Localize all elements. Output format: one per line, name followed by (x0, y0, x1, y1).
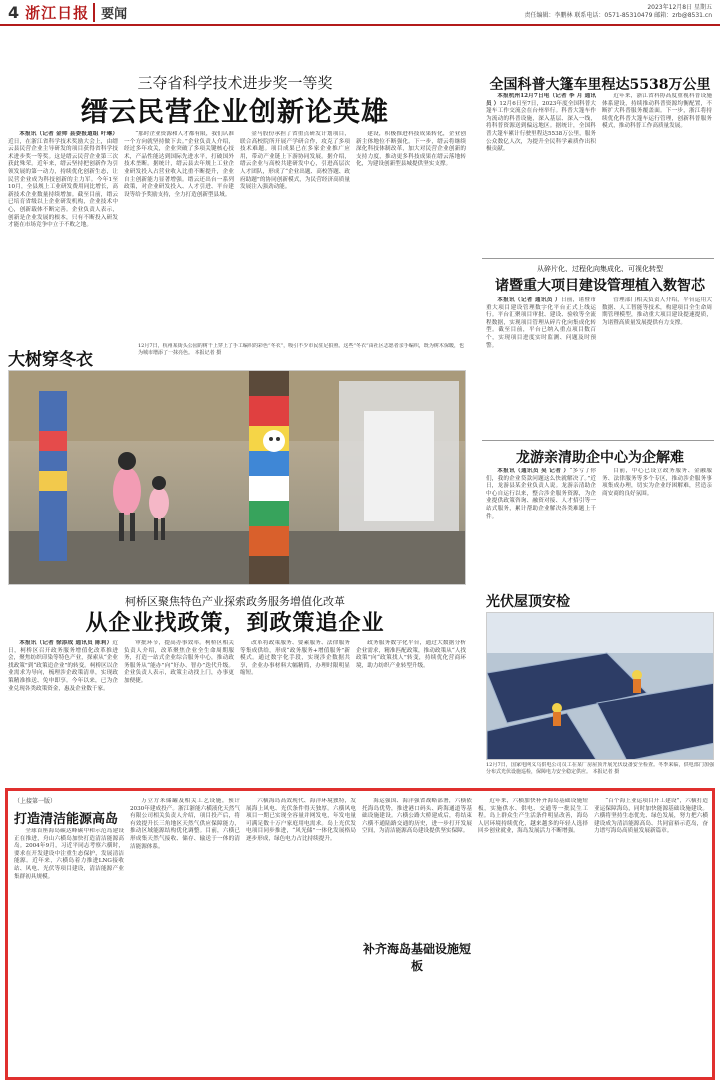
photo2-caption-text: 12月7日，国家电网义乌供电公司员工在某厂房屋顶开展光伏设备安全检查。冬季来临，供电部门加强分布式光伏设施巡检，保障电力安全稳定供应。 (486, 762, 714, 775)
bottom-subheadline: 补齐海岛基础设施短板 (362, 942, 471, 973)
right-top-col-2-text: 近年来，浙江省科协高度重视科普设施体系建设，持续推动科普资源均衡配置，不断扩大科普服务覆盖面。下一步，浙江将持续优化科普大篷车运行管理，创新科普服务模式，推动科普工作高质量发展。 (602, 93, 712, 130)
story2-col-4 (356, 640, 466, 782)
lead-col-1-text: 近日，在浙江省科学技术奖励大会上，由缙云县民营企业主导研发的项目获得省科学技术进步奖一等奖。这是缙云民营企业第三次获此殊荣。近年来，缙云坚持把创新作为引领发展的第一动力，持续优化创新生态，让民营企业成为科技创新的主力军。今年1至10月，全县规上工业研发费用同比增长，高新技术企业数量持续增加。截至目前，缙云已培育省级以上企业研发机构，企业技术中心，创新载体不断完善。企业负责人表示，创新是企业发展的根本，只有不断投入研发才能在市场竞争中立于不败之地。 (8, 138, 118, 229)
story2-col-3 (240, 640, 350, 782)
bottom-col-4 (362, 798, 472, 936)
story2-byline: 本报讯（记者 徐添成 通讯员 陈莉） (19, 640, 113, 646)
masthead (0, 0, 720, 26)
story2-col-2-text: 审批环节，提高办事效率。柯桥区相关负责人介绍，改革聚焦企业全生命周期服务，打造一站式企业综合服务中心，推动政务服务从“能办”向“好办、智办”迭代升级。企业负责人表示，政策主动找上门，办事更加便捷。 (124, 640, 234, 684)
bottom-headline: 打造清洁能源高岛 (14, 812, 119, 827)
story2-col-1-text: 近日，柯桥区召开政务服务增值化改革推进会，聚焦纺织印染等特色产业，探索从“企业找政策”到“政策追企业”的转变。柯桥区以企业需求为导向，梳理涉企政策清单，实现政策精准推送、免申即享。今年以来，已为企业兑现各类政策资金，惠及企业数千家。 (8, 640, 118, 692)
lead-kicker: 三夺省科学技术进步奖一等奖 (137, 74, 333, 92)
lead-col-4-text: 建设，积极推进科技成果转化，企业创新主体地位不断强化。下一步，缙云将继续深化科技体制改革，加大对民营企业创新的支持力度，推动更多科技成果在缙云落地转化，为建设创新型县城提供坚实支撑。 (356, 131, 466, 168)
lead-headline: 缙云民营企业创新论英雄 (81, 97, 389, 128)
lead-col-3-text: 金马股份承担了省重点研发计划项目，联合高校院所开展产学研合作，攻克了多项技术难题。项目成果已在多家企业推广应用，带动产业链上下游协同发展。据介绍，缙云企业与高校共建研发中心，引进高层次人才团队，形成了“企业出题、高校答题、政府助题”的协同创新模式，为民营经济高质量发展注入强劲动能。 (240, 131, 350, 191)
right-mid2-col-2-text: 目前，中心已设立政务服务、金融服务、法律服务等多个专区，推动涉企服务事项集成办理，切实为企业纾困解难，营造亲商安商的良好氛围。 (602, 468, 712, 497)
photo1-image (8, 370, 466, 585)
masthead-meta (525, 4, 713, 20)
photo1-caption (138, 343, 464, 369)
right-mid2-col-1-text: “多亏了你们，我的企业贷款问题这么快就解决了。”近日，龙游县某企业负责人说。龙游亲清助企中心自运行以来，整合涉企服务资源，为企业提供政策咨询、融资对接、人才招引等一站式服务，累计帮助企业解决各类难题上千件。 (486, 468, 596, 520)
continued-tag: （上接第一版） (14, 798, 57, 805)
divider-right-2 (482, 440, 714, 441)
paper-name: 浙江日报 (25, 3, 90, 22)
editor-line: 责任编辑：李鹏林 联系电话：0571-85310479 邮箱：zrb@8531.cn (524, 12, 712, 19)
photo2-image (486, 612, 714, 760)
story2-kicker: 柯桥区聚焦特色产业探索政务服务增值化改革 (125, 595, 345, 608)
bottom-col-6 (594, 798, 708, 1074)
bottom-col-5 (478, 798, 588, 1074)
bottom-col-1 (14, 828, 124, 1074)
lead-col-3 (240, 131, 350, 336)
bottom-col-1-text: 全球首座海岛碳达峰碳中和示范岛建设正在推进，舟山六横岛加快打造清洁能源高岛。2004年9月，习近平同志考察六横时，要求在开发建设中注重生态保护，发展清洁能源。近年来，六横岛着力推进LNG接收站、风电、光伏等项目建设，清洁能源产业集群初具规模。 (14, 828, 124, 880)
right-top-col-1-text: 12月6日至7日，2023年度全国科普大篷车工作交流会在台州举行。科普大篷车作为流动的科普设施，深入基层、深入一线，将科普资源送到偏远地区。据统计，全国科普大篷车累计行驶里程达5538万公里，服务公众数亿人次，为提升全民科学素质作出积极贡献。 (486, 100, 596, 153)
lead-col-2-text: “那时企业资源和人才都有限，我们认准一个方向就坚持做下去。”企业负责人介绍，经过多年攻关，企业突破了多项关键核心技术，产品性能达到国际先进水平，打破国外技术垄断。据统计，缙云县去年规上工业企业研发投入占营业收入比重不断提升，企业自主创新能力显著增强。缙云还出台一系列政策，对企业研发投入、人才引进、平台建设等给予奖励支持，全力打造创新型县域。 (124, 131, 234, 198)
photo2-caption (486, 762, 714, 784)
photo2-credit: 本报记者 摄 (592, 769, 620, 775)
bottom-col-2-text: 万立方米储罐及相关工艺设施，预计2030年建成投产。浙江浙能六横液化天然气有限公司相关负责人介绍，项目投产后，将有效提升长三角地区天然气供应保障能力，推动区域能源结构优化调整。目前，六横已形成集天然气接收、储存、输送于一体的清洁能源体系。 (130, 798, 240, 850)
right-mid-col-1 (486, 297, 596, 435)
bottom-col-4-text: 海运强国、海洋强省战略部署，六横依托海岛优势，推进港口码头、跨海通道等基础设施建设。六横公路大桥建成后，将结束六横不通陆路交通的历史，进一步打开发展空间，为清洁能源高岛建设提供坚实保障。 (362, 798, 472, 835)
right-mid2-col-1 (486, 468, 596, 583)
photo1-title: 大树穿冬衣 (8, 350, 93, 370)
photo2-title: 光伏屋顶安检 (486, 594, 570, 610)
story2-col-2 (124, 640, 234, 782)
bottom-col-4b (362, 958, 472, 1074)
lead-byline: 本报讯（记者 金帅 县委报道组 叶琳） (19, 131, 118, 137)
divider-right-1 (482, 258, 714, 259)
right-mid-byline: 本报讯（记者 通讯员 ） (497, 297, 561, 303)
bottom-col-3-text: 六横海岛高效现代、海洋环境独特，发展海上风电、光伏条件得天独厚。六横风电项目一期已实现全容量并网发电，年发电量可满足数十万户家庭用电需求。岛上光伏发电项目同步推进，“风光储”一体化发展格局逐步形成，绿色电力占比持续提升。 (246, 798, 356, 842)
story2-col-1 (8, 640, 118, 782)
right-mid-col-2 (602, 297, 712, 435)
story2-col-4-text: 政务服务数字化平台，通过大数据分析企业需求，精准匹配政策，推动政策从“人找政策”向“政策找人”转变，持续优化营商环境，助力纺织产业转型升级。 (356, 640, 466, 669)
right-mid2-col-2 (602, 468, 712, 583)
story2-headline: 从企业找政策，到政策追企业 (85, 610, 385, 636)
photo1-caption-text: 12月7日，杭州某街头公园的树干上穿上了手工编织的彩色“冬衣”，吸引不少市民驻足拍照。这些“冬衣”由社区志愿者亲手编织，既为树木保暖，也为城市增添了一抹亮色。 (138, 343, 464, 356)
lead-col-4 (356, 131, 466, 336)
page-number: 4 (8, 2, 20, 22)
right-mid-col-2-text: 管理部门相关负责人介绍，平台运用大数据、人工智能等技术，构建项目全生命周期管理模型，推动重大项目建设提速提质，为诸暨高质量发展提供有力支撑。 (602, 297, 712, 326)
right-top-byline: 本报杭州12月7日电（记者 李 月 通讯员 ） (486, 93, 596, 107)
tree-scene-graphic (9, 371, 466, 585)
solar-roof-graphic (487, 613, 714, 760)
photo1-credit: 本报记者 摄 (194, 350, 222, 356)
lead-col-2 (124, 131, 234, 336)
bottom-col-5-text: 近年来，六横加快补齐海岛基础设施短板，实施供水、供电、交通等一批民生工程。岛上群众生产生活条件明显改善，海岛人居环境持续优化，越来越多的年轻人选择回乡创业就业，海岛发展活力不断增强。 (478, 798, 588, 835)
right-top-col-2 (602, 93, 712, 253)
right-top-col-1 (486, 93, 596, 253)
right-mid-headline: 诸暨重大项目建设管理植入数智芯 (495, 278, 705, 294)
right-top-headline: 全国科普大篷车里程达5538万公里 (489, 77, 711, 93)
bottom-col-3 (246, 798, 356, 1074)
bottom-col-2 (130, 798, 240, 1074)
section-label: 要闻 (93, 3, 127, 22)
right-mid2-byline: 本报讯（通讯员 吴 记者 ） (497, 468, 570, 474)
story2-col-3-text: 改革将政策服务、要素服务、法律服务等集成供给，形成“政务服务+增值服务”新模式。通过数字化手段，实现涉企数据共享，企业办事材料大幅精简，办理时限明显缩短。 (240, 640, 350, 677)
lead-col-1 (8, 131, 118, 336)
right-mid2-headline: 龙游亲清助企中心为企解难 (516, 450, 684, 466)
right-mid-col-1-text: 日前，诸暨市重大项目建设管理数字化平台正式上线运行。平台汇聚项目审批、建设、验收等全流程数据，实现项目管理从碎片化向集成化转型。截至目前，平台已纳入重点项目数百个，实现项目进度实时监测、问题及时预警。 (486, 297, 596, 349)
right-mid-kicker: 从碎片化、过程化向集成化、可视化转型 (537, 265, 663, 273)
date-line: 2023年12月8日 星期五 (647, 4, 712, 11)
bottom-col-6-text: “百个海上亚运项目开工建设”，六横打造亚运保障海岛，同时加快能源基础设施建设。六横将坚持生态优先、绿色发展，努力把六横建设成为清洁能源高岛、共同富裕示范岛，奋力谱写海岛高质量发展新篇章。 (594, 798, 708, 835)
